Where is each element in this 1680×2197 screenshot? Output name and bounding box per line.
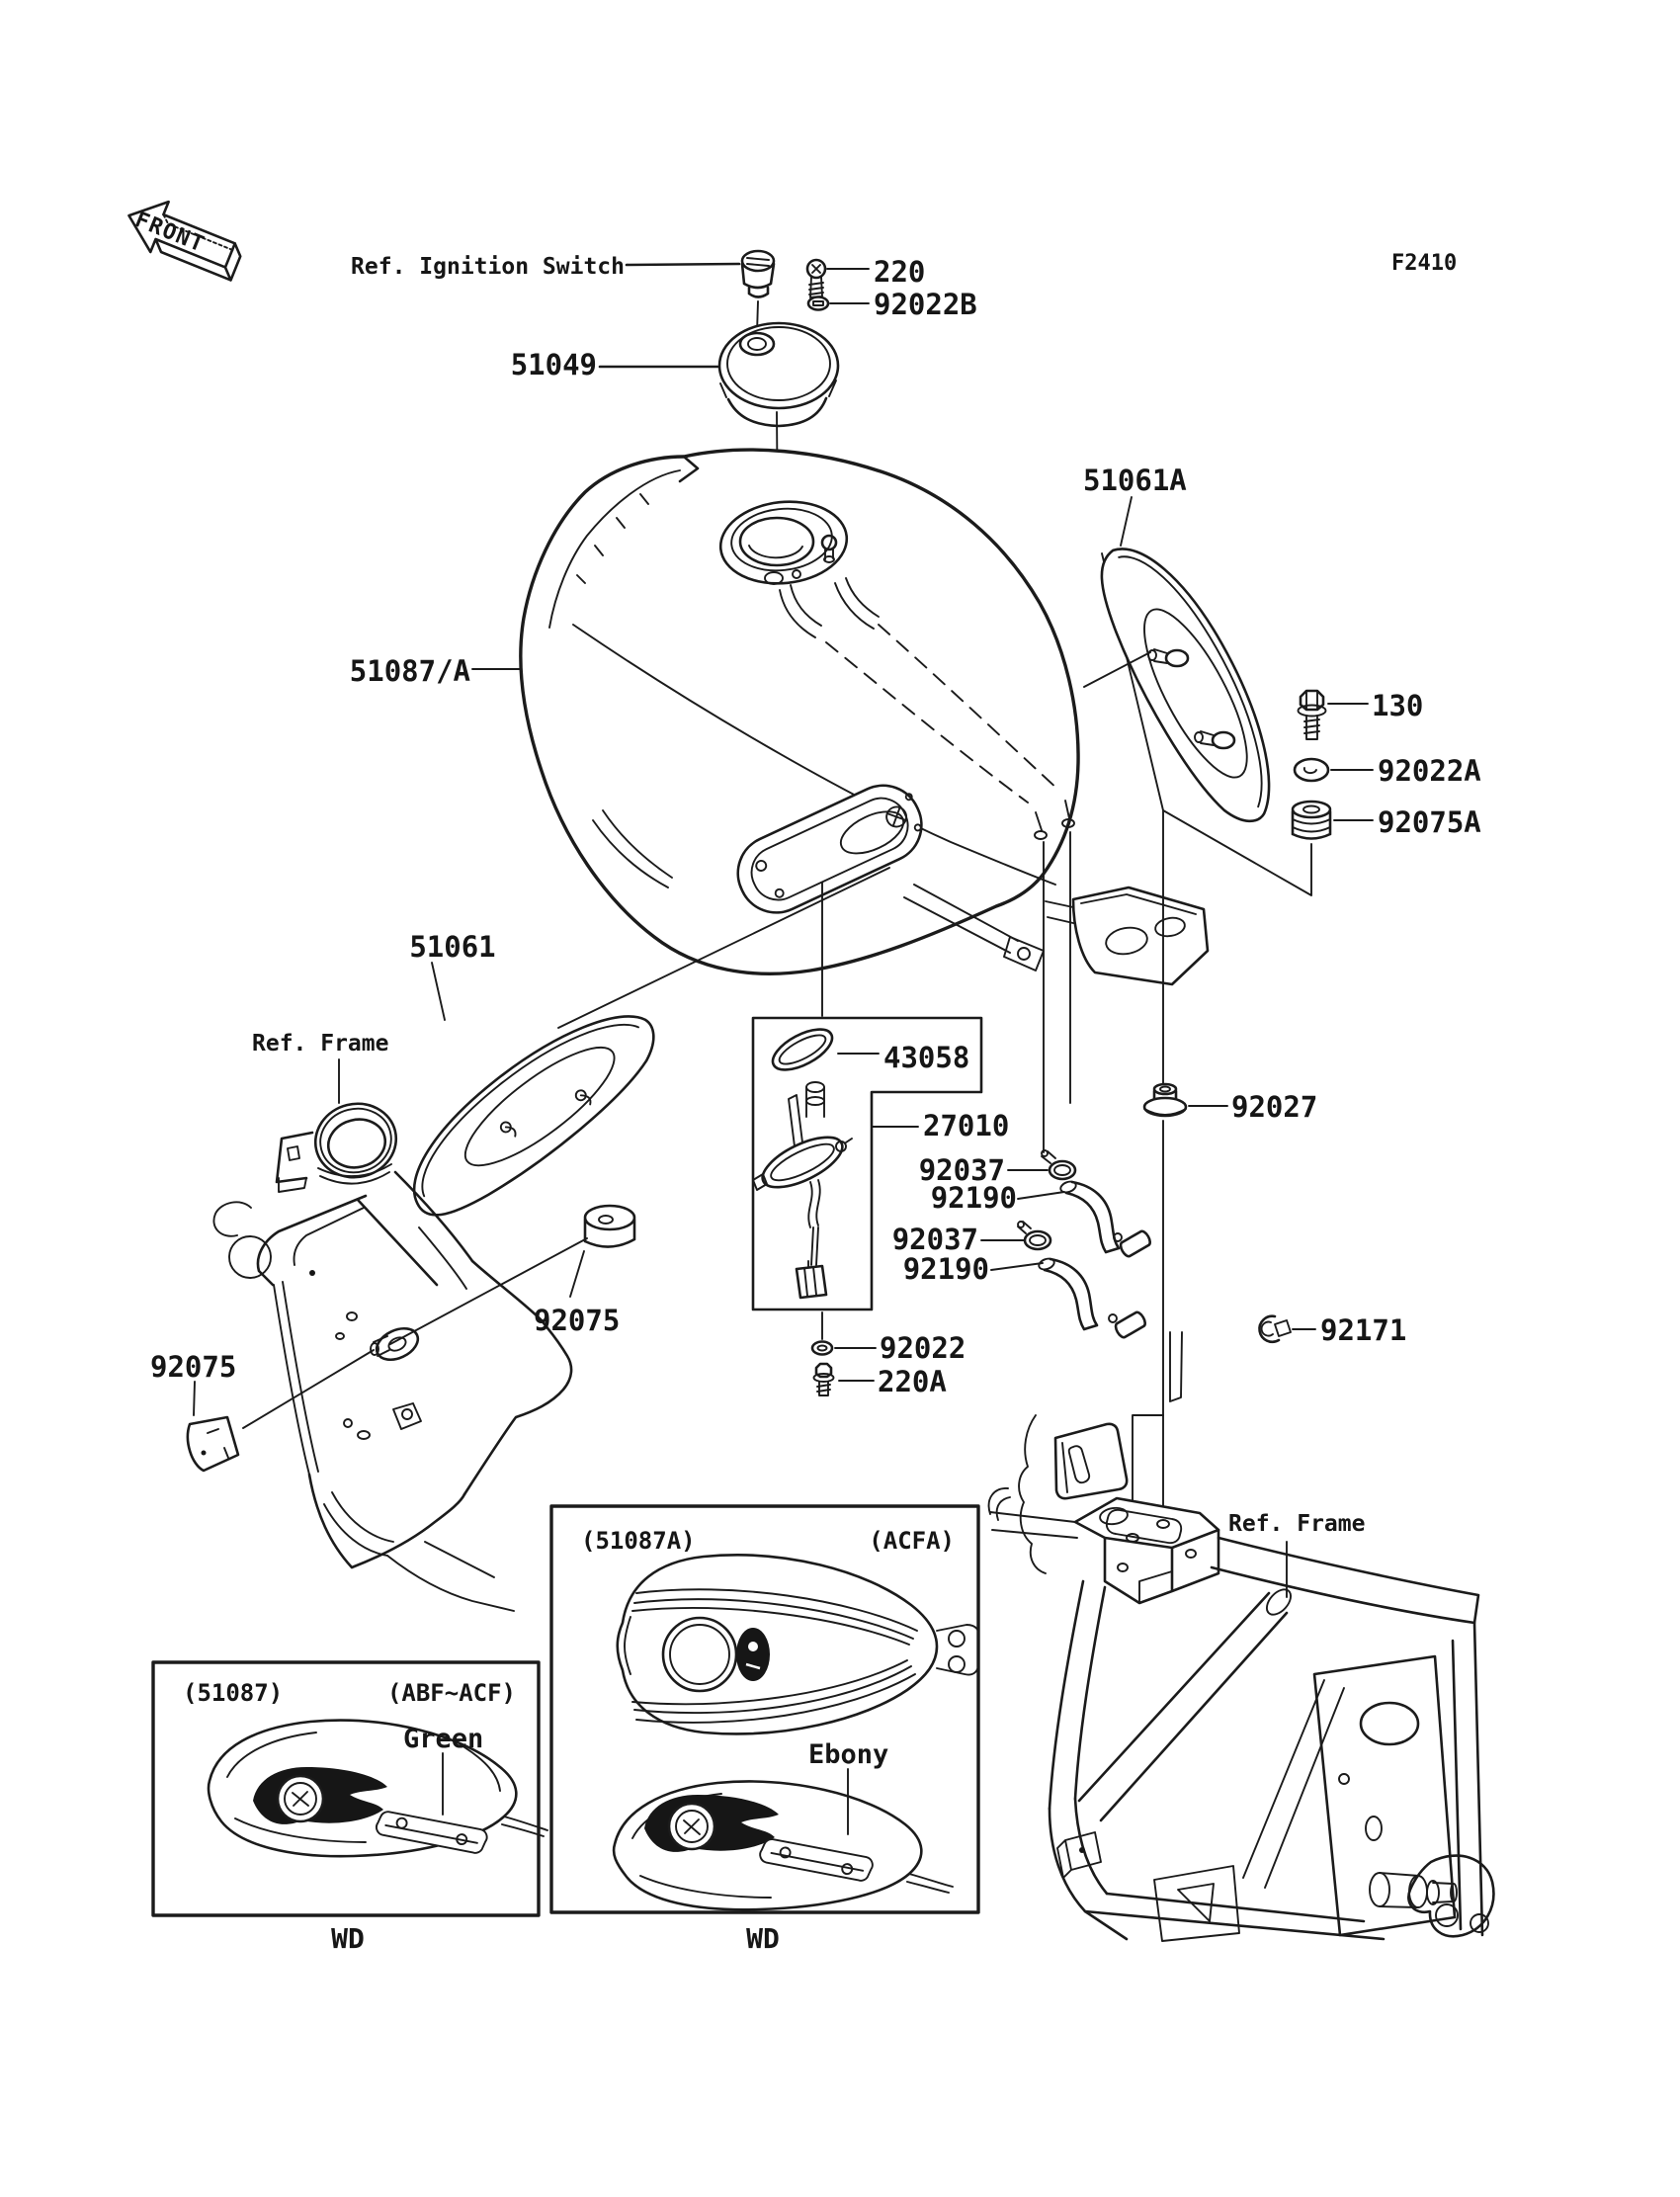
inset-ebony-part-code: (51087A) [581, 1527, 696, 1555]
rear-frame-drawing [989, 1332, 1494, 1941]
washer-92022a-drawing [1295, 759, 1373, 781]
screw-220-drawing [807, 260, 869, 297]
clamp-92037-lower-drawing [981, 1222, 1050, 1249]
ignition-switch-drawing [627, 251, 774, 333]
bushing-92027-drawing [1144, 1084, 1227, 1116]
clamp-92037-upper-drawing [1008, 1150, 1075, 1179]
callout-51087a: 51087/A [349, 654, 470, 688]
callout-51061: 51061 [409, 930, 496, 964]
callout-92171: 92171 [1320, 1313, 1407, 1347]
washer-92022b-drawing [808, 297, 869, 310]
callout-220: 220 [874, 255, 926, 289]
callout-92022b: 92022B [874, 288, 977, 321]
callout-92190-upper: 92190 [930, 1181, 1017, 1215]
grommet-92075a-drawing [1293, 802, 1373, 839]
callout-ref-frame-rear: Ref. Frame [1228, 1511, 1366, 1537]
callout-92075a: 92075A [1378, 805, 1481, 839]
callout-43058: 43058 [883, 1041, 970, 1074]
front-direction-icon [120, 190, 249, 284]
callout-92190-lower: 92190 [902, 1252, 989, 1286]
tank-cover-left-drawing [386, 963, 676, 1235]
inset-ebony-footnote: WD [746, 1922, 780, 1955]
inset-ebony-box [551, 1506, 979, 1955]
callout-27010: 27010 [923, 1109, 1010, 1142]
inset-green-box [153, 1662, 547, 1955]
inset-green-part-code: (51087) [183, 1679, 284, 1707]
callout-92022: 92022 [880, 1331, 966, 1365]
callout-51049: 51049 [510, 348, 597, 381]
inset-green-fitment-code: (ABF~ACF) [386, 1679, 516, 1707]
callout-51061a: 51061A [1083, 464, 1187, 497]
washer-92022-drawing [812, 1312, 876, 1355]
bolt-130-drawing [1299, 691, 1369, 739]
inset-green-footnote: WD [331, 1922, 365, 1955]
green-tank-side-drawing [209, 1721, 547, 1857]
ebony-tank-top-drawing [618, 1555, 979, 1733]
callout-92027: 92027 [1231, 1090, 1318, 1124]
callout-92037-lower: 92037 [891, 1223, 978, 1256]
tube-92190-lower-drawing [991, 1257, 1147, 1339]
bolt-220a-drawing [814, 1364, 875, 1395]
callout-220a: 220A [878, 1365, 947, 1398]
callout-92037-upper: 92037 [918, 1153, 1005, 1187]
inset-ebony-color: Ebony [808, 1739, 889, 1770]
tank-cover-right-drawing [1078, 497, 1302, 839]
callout-92075-rear: 92075 [534, 1304, 621, 1337]
callout-92075-front: 92075 [150, 1350, 237, 1384]
inset-green-color: Green [403, 1724, 484, 1754]
callout-ref-ignition-switch: Ref. Ignition Switch [351, 254, 625, 280]
callout-130: 130 [1372, 689, 1424, 722]
clamp-92171-drawing [1259, 1316, 1315, 1342]
front-arrow-label: FRONT [131, 207, 209, 258]
inset-ebony-fitment-code: (ACFA) [869, 1527, 955, 1555]
fuel-gauge-drawing [753, 1082, 918, 1298]
callout-ref-frame-front: Ref. Frame [252, 1031, 389, 1056]
callout-92022a: 92022A [1378, 754, 1481, 788]
figure-code: F2410 [1391, 251, 1458, 276]
ebony-tank-side-drawing [614, 1769, 953, 1909]
gasket-43058-drawing [767, 1021, 879, 1077]
